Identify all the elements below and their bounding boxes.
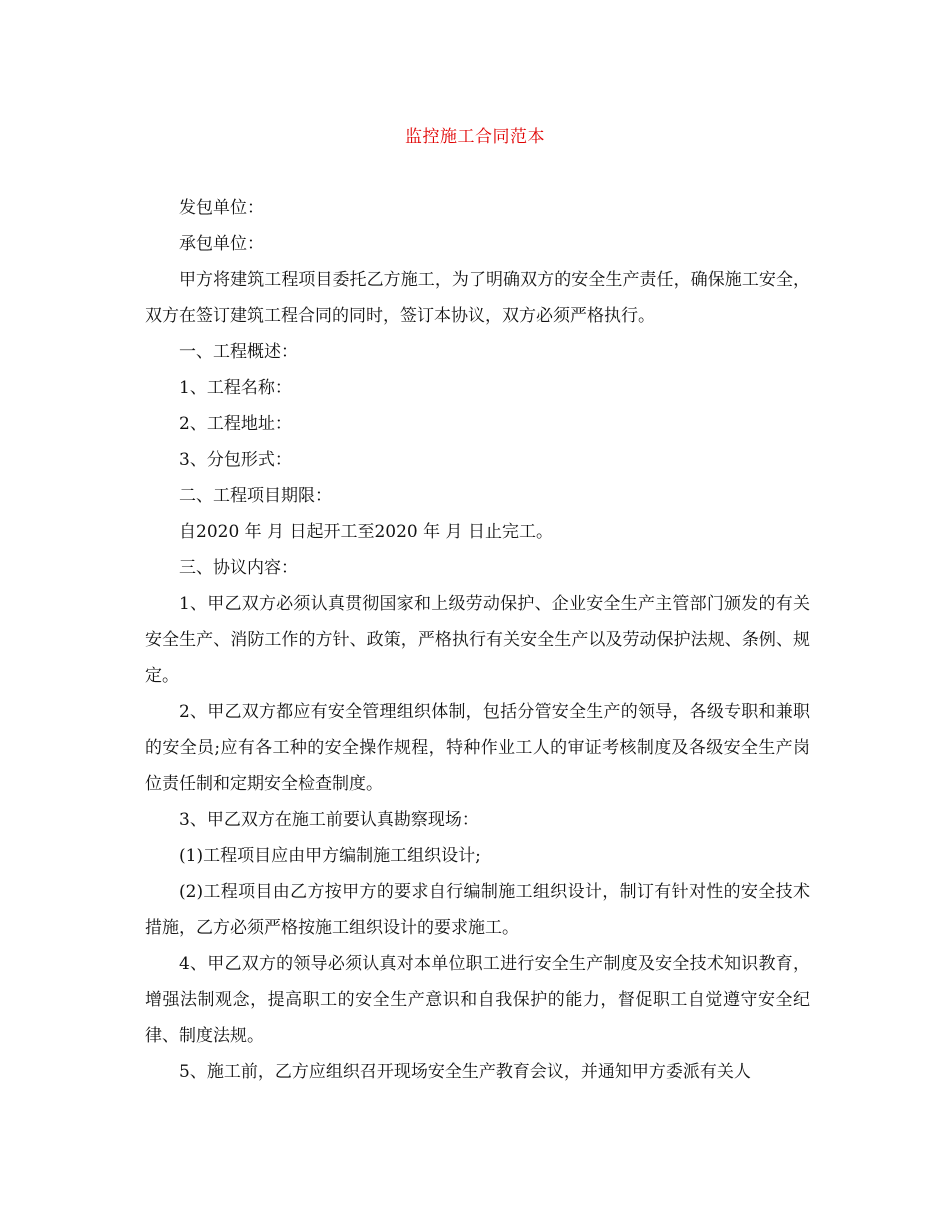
section-heading-overview: 一、工程概述：	[179, 342, 298, 362]
paragraph-clause-3-item-2: (2)工程项目由乙方按甲方的要求自行编制施工组织设计，制订有针对性的安全技术措施，乙方必须严格按施工组织设计的要求施工。	[145, 882, 810, 938]
paragraph-clause-5: 5、施工前，乙方应组织召开现场安全生产教育会议，并通知甲方委派有关人	[179, 1062, 751, 1082]
paragraph-period-dates: 自2020 年 月 日起开工至2020 年 月 日止完工。	[179, 522, 553, 542]
document-title: 监控施工合同范本	[405, 127, 545, 147]
paragraph-project-address: 2、工程地址：	[179, 414, 292, 434]
paragraph-contractor-contractee: 承包单位：	[179, 234, 264, 254]
paragraph-subcontract-form: 3、分包形式：	[179, 450, 292, 470]
section-heading-period: 二、工程项目期限：	[179, 486, 332, 506]
paragraph-clause-1: 1、甲乙双方必须认真贯彻国家和上级劳动保护、企业安全生产主管部门颁发的有关安全生产、消防工作的方针、政策，严格执行有关安全生产以及劳动保护法规、条例、规定。	[145, 594, 810, 686]
paragraph-contractor-employer: 发包单位：	[179, 198, 264, 218]
paragraph-clause-2: 2、甲乙双方都应有安全管理组织体制，包括分管安全生产的领导，各级专职和兼职的安全员;应有各工种的安全操作规程，特种作业工人的审证考核制度及各级安全生产岗位责任制和定期安全检查制度。	[145, 702, 810, 794]
paragraph-clause-4: 4、甲乙双方的领导必须认真对本单位职工进行安全生产制度及安全技术知识教育，增强法制观念，提高职工的安全生产意识和自我保护的能力，督促职工自觉遵守安全纪律、制度法规。	[145, 954, 810, 1046]
paragraph-intro: 甲方将建筑工程项目委托乙方施工，为了明确双方的安全生产责任，确保施工安全，双方在签订建筑工程合同的同时，签订本协议，双方必须严格执行。	[145, 270, 810, 326]
paragraph-clause-3: 3、甲乙双方在施工前要认真勘察现场：	[179, 810, 479, 830]
paragraph-project-name: 1、工程名称：	[179, 378, 292, 398]
paragraph-clause-3-item-1: (1)工程项目应由甲方编制施工组织设计;	[179, 846, 481, 866]
document-body	[145, 190, 810, 1090]
section-heading-agreement: 三、协议内容：	[179, 558, 298, 578]
